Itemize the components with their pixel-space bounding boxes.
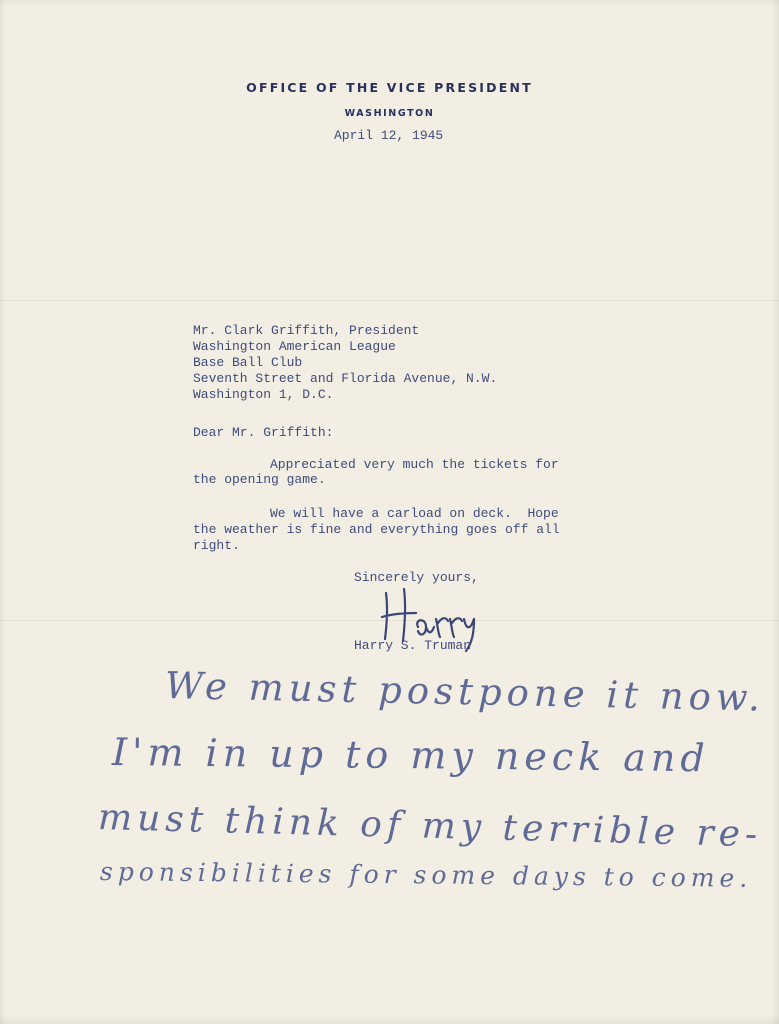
address-line: Mr. Clark Griffith, President [193, 323, 420, 338]
letterhead-office: OFFICE OF THE VICE PRESIDENT [246, 80, 533, 95]
letterhead-city: WASHINGTON [344, 108, 435, 119]
letter-date: April 12, 1945 [334, 128, 444, 143]
typed-signer-name: Harry S. Truman [354, 638, 472, 653]
body-paragraph-2-line: the weather is fine and everything goes off all [193, 522, 560, 537]
address-line: Seventh Street and Florida Avenue, N.W. [193, 371, 498, 386]
body-paragraph-2-line: We will have a carload on deck. Hope [270, 506, 559, 521]
body-paragraph-1-line: the opening game. [193, 472, 326, 487]
body-paragraph-1-line: Appreciated very much the tickets for [270, 457, 559, 472]
body-paragraph-2-line: right. [193, 538, 240, 553]
note-line: must think of my terrible re- [97, 797, 763, 856]
closing: Sincerely yours, [354, 570, 479, 585]
note-line: I'm in up to my neck and [111, 730, 710, 781]
note-line: We must postpone it now. [164, 664, 766, 720]
note-line: sponsibilities for some days to come. [99, 857, 753, 893]
address-line: Washington American League [193, 339, 396, 354]
address-line: Washington 1, D.C. [193, 387, 334, 402]
paper-fold [0, 300, 779, 301]
address-line: Base Ball Club [193, 355, 303, 370]
salutation: Dear Mr. Griffith: [193, 425, 334, 440]
